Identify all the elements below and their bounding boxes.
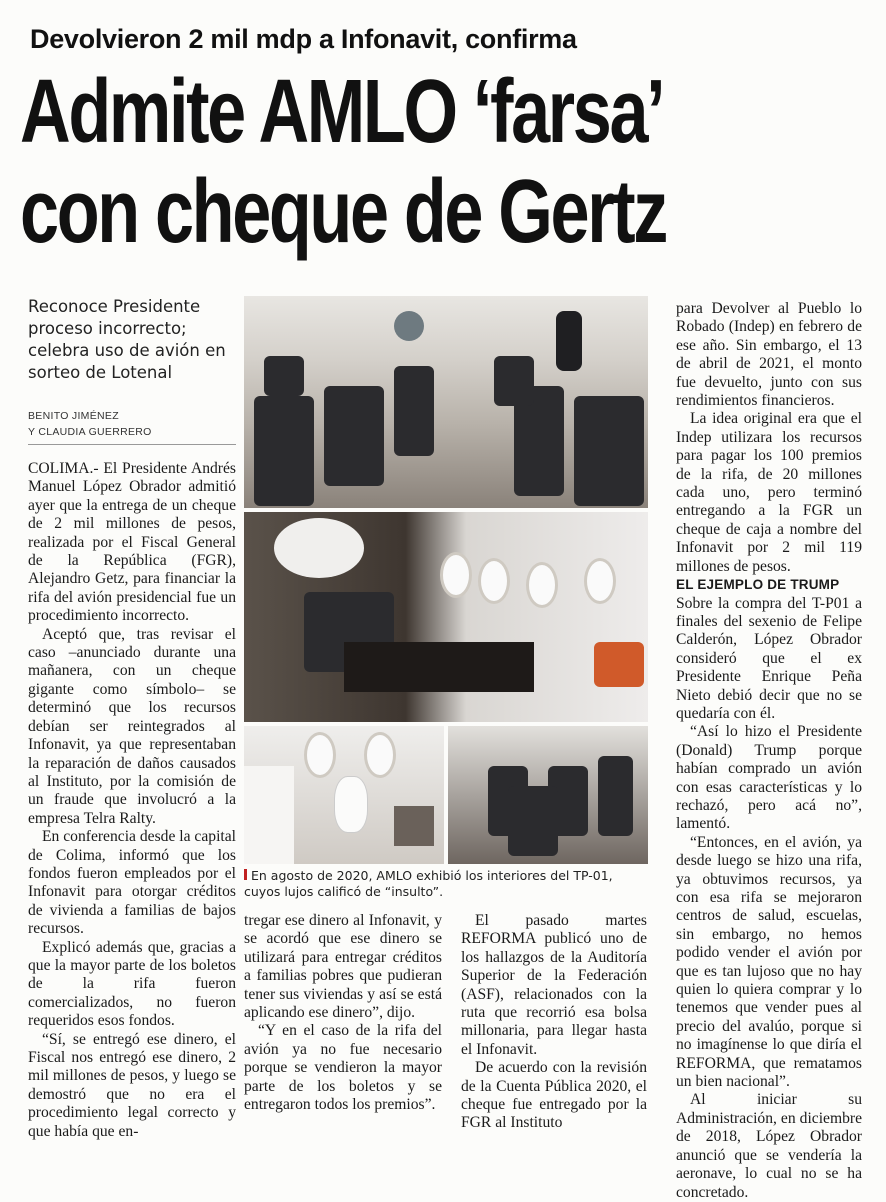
photo-bathroom: [244, 726, 444, 864]
paragraph: Al iniciar su Administración, en diciembre de 2018, López Obrador anunció que se vendería la aeronave, lo cual no se ha concretado.: [676, 1091, 862, 1201]
photo-office-cabin: [244, 512, 648, 722]
article-column-4: [676, 300, 862, 1202]
paragraph: tregar ese dinero al Infonavit, y se acordó que ese dinero se utilizará para entregar créditos a familias pobres que pudieran tener sus viviendas y así se está aplicando ese dinero”, dijo.: [244, 912, 442, 1022]
paragraph: Aceptó que, tras revisar el caso –anunciado durante una mañanera, con un cheque gigante como símbolo– se determinó que los recursos debían ser reintegrados al Infonavit, ya que representaban la reparación de daños causados al Instituto, por la comisión de un fraude que involucró a la empresa Telra Ralty.: [28, 625, 236, 827]
section-subhead: EL EJEMPLO DE TRUMP: [676, 577, 840, 593]
paragraph: De acuerdo con la revisión de la Cuenta Pública 2020, el cheque fue entregado por la FGR al Instituto: [461, 1059, 647, 1132]
paragraph: “Sí, se entregó ese dinero, el Fiscal nos entregó ese dinero, 2 mil millones de pesos, y luego se demostró que no era el procedimiento legal correcto y que había que en-: [28, 1030, 236, 1140]
paragraph: El pasado martes REFORMA publicó uno de los hallazgos de la Auditoría Superior de la Federación (ASF), relacionados con la ruta que recorrió esa bolsa millonaria, para llegar hasta el Infonavit.: [461, 912, 647, 1058]
caption-text: En agosto de 2020, AMLO exhibió los interiores del TP-01, cuyos lujos calificó de “insulto”.: [244, 868, 613, 899]
paragraph: para Devolver al Pueblo lo Robado (Indep) en febrero de ese año. Sin embargo, el 13 de abril de 2021, el monto fue devuelto, junto con sus rendimientos financieros.: [676, 300, 862, 410]
article-column-2: [244, 912, 442, 1114]
caption-marker: [244, 869, 247, 880]
paragraph: “Y en el caso de la rifa del avión ya no fue necesario porque se vendieron la mayor parte de los boletos y se entregaron todos los premios”.: [244, 1022, 442, 1114]
paragraph: Sobre la compra del T-P01 a finales del sexenio de Felipe Calderón, López Obrador consideró que el ex Presidente Enrique Peña Nieto debió decir que no se quedaría con él.: [676, 594, 862, 722]
photo-caption: [244, 868, 648, 900]
headline-line-2: con cheque de Gertz: [20, 162, 666, 262]
paragraph: La idea original era que el Indep utilizara los recursos para pagar los 100 premios de la rifa, de 20 millones cada uno, pero terminó entregando a la FGR un cheque de caja a nombre del Infonavit por 2 mil 119 millones de pesos.: [676, 410, 862, 575]
article-column-3: [461, 912, 647, 1133]
paragraph: “Así lo hizo el Presidente (Donald) Trump porque habían comprado un avión con esas características y lo rechazó, pero acá no”, lamentó.: [676, 723, 862, 833]
photo-seating-rows: [448, 726, 648, 864]
byline-author-1: BENITO JIMÉNEZ: [28, 410, 119, 422]
byline-author-2: Y CLAUDIA GUERRERO: [28, 426, 152, 438]
kicker: Devolvieron 2 mil mdp a Infonavit, confirma: [30, 24, 577, 54]
article-column-1: [28, 460, 236, 1141]
paragraph: “Entonces, en el avión, ya desde luego se hizo una rifa, ya obtuvimos recursos, ya con esa rifa se mejoraron centros de salud, escuelas, sin embargo, no hemos podido vender el avión por que es tan lujoso que no hay quien lo quiera comprar y lo tenemos que vender pues al precio del avalúo, porque si no imagínense lo que diría el REFORMA, que rematamos un bien nacional”.: [676, 833, 862, 1091]
paragraph: En conferencia desde la capital de Colima, informó que los fondos fueron empleados por el Infonavit para otorgar créditos de vivienda a familias de bajos recursos.: [28, 828, 236, 938]
paragraph: COLIMA.- El Presidente Andrés Manuel López Obrador admitió ayer que la entrega de un cheque de 2 mil millones de pesos, realizada por el Fiscal General de la República (FGR), Alejandro Getz, para financiar la rifa del avión presidencial fue un procedimiento incorrecto.: [28, 460, 236, 625]
headline-line-1: Admite AMLO ‘farsa’: [20, 62, 664, 162]
byline: [28, 408, 236, 445]
headline: [20, 62, 683, 262]
paragraph: Explicó además que, gracias a que la mayor parte de los boletos de la rifa fueron comercializados, no fueron requeridos esos fondos.: [28, 938, 236, 1030]
deck: Reconoce Presidente proceso incorrecto; celebra uso de avión en sorteo de Lotenal: [28, 297, 226, 382]
photo-cabin-seats: [244, 296, 648, 508]
